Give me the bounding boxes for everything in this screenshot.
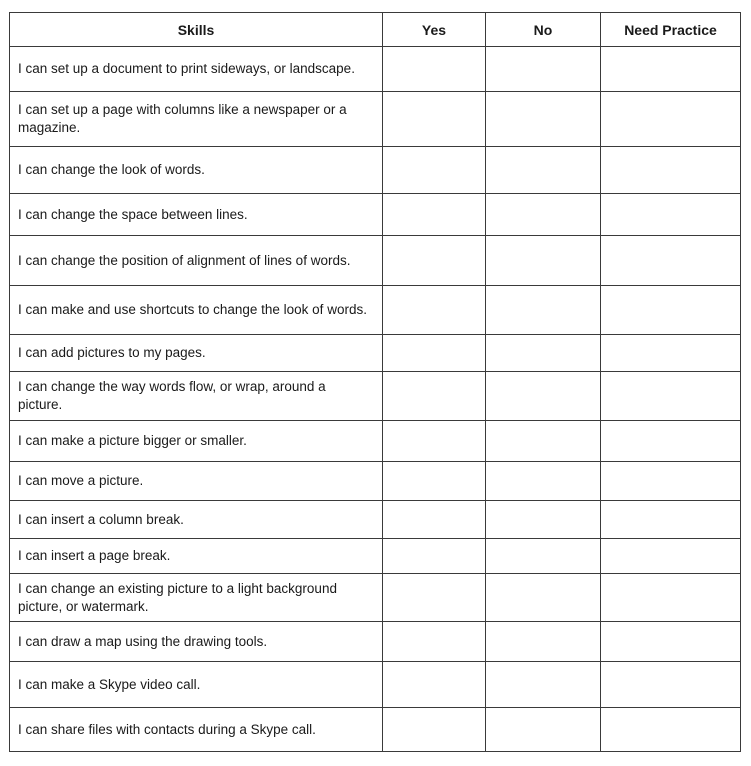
no-cell[interactable] xyxy=(486,47,601,92)
table-row xyxy=(10,501,741,539)
need-practice-cell[interactable] xyxy=(601,622,741,662)
need-practice-cell[interactable] xyxy=(601,574,741,622)
need-practice-cell[interactable] xyxy=(601,708,741,752)
skill-cell: I can add pictures to my pages. xyxy=(10,335,383,372)
yes-cell[interactable] xyxy=(383,501,486,539)
table-row xyxy=(10,539,741,574)
yes-cell[interactable] xyxy=(383,147,486,194)
header-no: No xyxy=(486,13,601,47)
no-cell[interactable] xyxy=(486,622,601,662)
no-cell[interactable] xyxy=(486,372,601,421)
skill-cell: I can make and use shortcuts to change the look of words. xyxy=(10,286,383,335)
yes-cell[interactable] xyxy=(383,194,486,236)
no-cell[interactable] xyxy=(486,194,601,236)
need-practice-cell[interactable] xyxy=(601,462,741,501)
need-practice-cell[interactable] xyxy=(601,286,741,335)
yes-cell[interactable] xyxy=(383,662,486,708)
need-practice-cell[interactable] xyxy=(601,335,741,372)
table-row xyxy=(10,462,741,501)
table-row xyxy=(10,622,741,662)
skill-cell: I can draw a map using the drawing tools. xyxy=(10,622,383,662)
yes-cell[interactable] xyxy=(383,462,486,501)
no-cell[interactable] xyxy=(486,708,601,752)
yes-cell[interactable] xyxy=(383,286,486,335)
table-row xyxy=(10,286,741,335)
table-row xyxy=(10,47,741,92)
yes-cell[interactable] xyxy=(383,574,486,622)
header-yes: Yes xyxy=(383,13,486,47)
skill-cell: I can insert a column break. xyxy=(10,501,383,539)
need-practice-cell[interactable] xyxy=(601,501,741,539)
header-skills: Skills xyxy=(10,13,383,47)
skill-cell: I can insert a page break. xyxy=(10,539,383,574)
no-cell[interactable] xyxy=(486,574,601,622)
need-practice-cell[interactable] xyxy=(601,421,741,462)
no-cell[interactable] xyxy=(486,92,601,147)
no-cell[interactable] xyxy=(486,662,601,708)
need-practice-cell[interactable] xyxy=(601,662,741,708)
skill-cell: I can make a picture bigger or smaller. xyxy=(10,421,383,462)
header-need-practice: Need Practice xyxy=(601,13,741,47)
skill-cell: I can make a Skype video call. xyxy=(10,662,383,708)
skills-checklist-table xyxy=(9,12,741,752)
table-row xyxy=(10,574,741,622)
skill-cell: I can share files with contacts during a Skype call. xyxy=(10,708,383,752)
no-cell[interactable] xyxy=(486,501,601,539)
yes-cell[interactable] xyxy=(383,708,486,752)
skill-cell: I can set up a document to print sideways, or landscape. xyxy=(10,47,383,92)
no-cell[interactable] xyxy=(486,539,601,574)
skill-cell: I can move a picture. xyxy=(10,462,383,501)
yes-cell[interactable] xyxy=(383,47,486,92)
skill-cell: I can set up a page with columns like a newspaper or a magazine. xyxy=(10,92,383,147)
table-row xyxy=(10,372,741,421)
skill-cell: I can change the space between lines. xyxy=(10,194,383,236)
table-row xyxy=(10,421,741,462)
skill-cell: I can change the position of alignment of lines of words. xyxy=(10,236,383,286)
need-practice-cell[interactable] xyxy=(601,372,741,421)
need-practice-cell[interactable] xyxy=(601,194,741,236)
no-cell[interactable] xyxy=(486,147,601,194)
table-row xyxy=(10,708,741,752)
table-row xyxy=(10,194,741,236)
table-row xyxy=(10,92,741,147)
need-practice-cell[interactable] xyxy=(601,147,741,194)
yes-cell[interactable] xyxy=(383,335,486,372)
need-practice-cell[interactable] xyxy=(601,92,741,147)
yes-cell[interactable] xyxy=(383,372,486,421)
skill-cell: I can change the look of words. xyxy=(10,147,383,194)
yes-cell[interactable] xyxy=(383,622,486,662)
skill-cell: I can change the way words flow, or wrap, around a picture. xyxy=(10,372,383,421)
header-row xyxy=(10,13,741,47)
need-practice-cell[interactable] xyxy=(601,47,741,92)
yes-cell[interactable] xyxy=(383,92,486,147)
need-practice-cell[interactable] xyxy=(601,236,741,286)
no-cell[interactable] xyxy=(486,335,601,372)
no-cell[interactable] xyxy=(486,286,601,335)
no-cell[interactable] xyxy=(486,421,601,462)
table-row xyxy=(10,662,741,708)
skill-cell: I can change an existing picture to a light background picture, or watermark. xyxy=(10,574,383,622)
yes-cell[interactable] xyxy=(383,421,486,462)
no-cell[interactable] xyxy=(486,462,601,501)
yes-cell[interactable] xyxy=(383,236,486,286)
yes-cell[interactable] xyxy=(383,539,486,574)
table-row xyxy=(10,236,741,286)
table-row xyxy=(10,147,741,194)
table-row xyxy=(10,335,741,372)
no-cell[interactable] xyxy=(486,236,601,286)
need-practice-cell[interactable] xyxy=(601,539,741,574)
